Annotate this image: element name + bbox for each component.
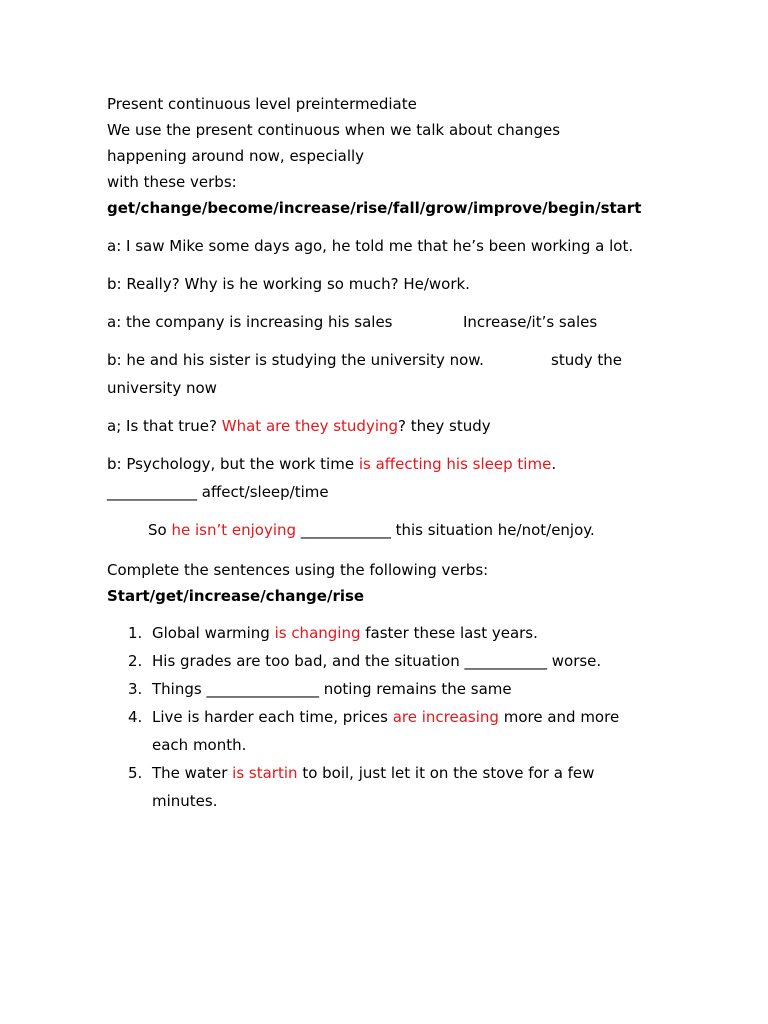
dialogue-b2: b: he and his sister is studying the university now. bbox=[107, 351, 484, 369]
list-item-number: 3. bbox=[128, 680, 143, 698]
item-suffix: to boil, just let it on the stove for a few bbox=[297, 764, 595, 782]
list-item bbox=[152, 763, 594, 783]
item-prefix: Global warming bbox=[152, 624, 275, 642]
dialogue-b3-suffix: . bbox=[551, 455, 557, 473]
intro-line-3: with these verbs: bbox=[107, 173, 237, 191]
item-prefix: The water bbox=[152, 764, 233, 782]
dialogue-a2: a: the company is increasing his sales bbox=[107, 313, 393, 331]
dialogue-a1: a: I saw Mike some days ago, he told me that he’s been working a lot. bbox=[107, 237, 634, 255]
item-suffix: faster these last years. bbox=[360, 624, 538, 642]
dialogue-a3-suffix: ? they study bbox=[398, 417, 491, 435]
dialogue-so-prefix: So bbox=[148, 521, 172, 539]
list-item-number: 2. bbox=[128, 652, 143, 670]
intro-line-2: happening around now, especially bbox=[107, 147, 365, 165]
dialogue-a3 bbox=[107, 416, 491, 436]
list-item-continued: each month. bbox=[152, 736, 247, 754]
item-answer: is startin bbox=[232, 764, 298, 782]
item-answer: is changing bbox=[274, 624, 361, 642]
list-item-number: 5. bbox=[128, 764, 143, 782]
verb-list: get/change/become/increase/rise/fall/grow/improve/begin/start bbox=[107, 199, 642, 217]
item-answer: are increasing bbox=[392, 708, 499, 726]
list-item: Things _______________ noting remains the same bbox=[152, 680, 512, 698]
exercise-verb-list: Start/get/increase/change/rise bbox=[107, 587, 365, 605]
dialogue-b3-prefix: b: Psychology, but the work time bbox=[107, 455, 359, 473]
dialogue-b3-line-2: ____________ affect/sleep/time bbox=[107, 483, 329, 501]
list-item-number: 1. bbox=[128, 624, 143, 642]
dialogue-so-answer: he isn’t enjoying bbox=[171, 521, 297, 539]
list-item-continued: minutes. bbox=[152, 792, 218, 810]
list-item bbox=[152, 623, 538, 643]
dialogue-b2-hint: study the bbox=[551, 351, 622, 369]
dialogue-so-suffix: ____________ this situation he/not/enjoy. bbox=[296, 521, 595, 539]
dialogue-a3-answer: What are they studying bbox=[221, 417, 399, 435]
exercise-instruction: Complete the sentences using the following verbs: bbox=[107, 561, 489, 579]
list-item: His grades are too bad, and the situation ___________ worse. bbox=[152, 652, 602, 670]
dialogue-b1: b: Really? Why is he working so much? He/work. bbox=[107, 275, 470, 293]
item-suffix: more and more bbox=[498, 708, 620, 726]
dialogue-b3-answer: is affecting his sleep time bbox=[358, 455, 552, 473]
document-title: Present continuous level preintermediate bbox=[107, 95, 417, 113]
item-prefix: Live is harder each time, prices bbox=[152, 708, 393, 726]
dialogue-so bbox=[148, 520, 595, 540]
dialogue-a2-hint: Increase/it’s sales bbox=[463, 313, 598, 331]
list-item-number: 4. bbox=[128, 708, 143, 726]
list-item bbox=[152, 707, 619, 727]
intro-line-1: We use the present continuous when we talk about changes bbox=[107, 121, 561, 139]
dialogue-b3 bbox=[107, 454, 556, 474]
dialogue-a3-prefix: a; Is that true? bbox=[107, 417, 222, 435]
dialogue-b2-continued: university now bbox=[107, 379, 217, 397]
